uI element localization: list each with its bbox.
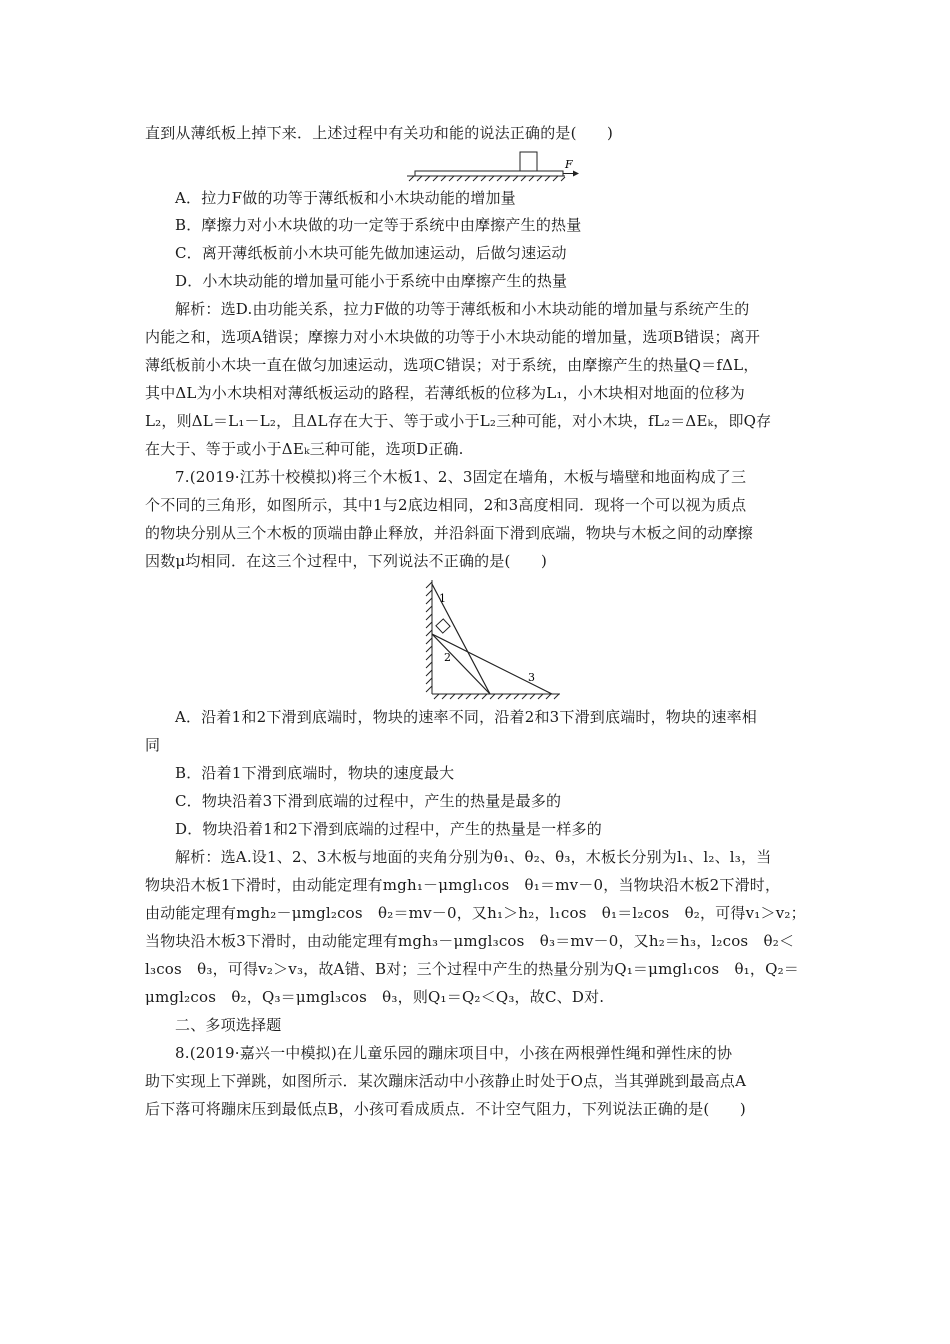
board-label-3: 3 (528, 671, 535, 684)
q7-option-a-cont: 同 (145, 736, 161, 754)
q7-option-c: C．物块沿着3下滑到底端的过程中，产生的热量是最多的 (175, 792, 562, 810)
q7-stem-line: 因数μ均相同．在这三个过程中，下列说法不正确的是( ) (145, 552, 548, 570)
floor-hatch (432, 694, 560, 699)
q7-analysis-line: 解析：选A.设1、2、3木板与地面的夹角分别为θ₁、θ₂、θ₃，木板长分别为l₁、l₂、l₃，当 (175, 848, 772, 866)
ground-hatch (407, 176, 565, 181)
q7-figure-three-boards (420, 578, 565, 700)
wood-block (520, 152, 537, 171)
board-label-1: 1 (439, 592, 446, 605)
q7-analysis-line: 由动能定理有mgh₂－μmgl₂cos θ₂＝mv－0，又h₁＞h₂，l₁cos θ₁＝l₂cos θ₂，可得v₁＞v₂； (145, 904, 806, 922)
force-arrow-head (573, 171, 579, 177)
q8-stem-line: 后下落可将蹦床压到最低点B，小孩可看成质点．不计空气阻力，下列说法正确的是( ) (145, 1100, 746, 1118)
slider-block (436, 619, 450, 633)
q6-option-d: D．小木块动能的增加量可能小于系统中由摩擦产生的热量 (175, 272, 568, 290)
board-2 (432, 634, 490, 694)
q7-analysis-line: l₃cos θ₃，可得v₂＞v₃，故A错、B对；三个过程中产生的热量分别为Q₁＝μmgl₁cos θ₁，Q₂＝ (145, 960, 799, 978)
q6-analysis-line: 在大于、等于或小于ΔEₖ三种可能，选项D正确. (145, 440, 464, 458)
force-label: F (565, 158, 573, 171)
q7-stem-line: 7.(2019·江苏十校模拟)将三个木板1、2、3固定在墙角，木板与墙壁和地面构成了三 (175, 468, 747, 486)
q6-analysis-line: 薄纸板前小木块一直在做匀加速运动，选项C错误；对于系统，由摩擦产生的热量Q＝fΔL， (145, 356, 759, 374)
q7-analysis-line: 当物块沿木板3下滑时，由动能定理有mgh₃－μmgl₃cos θ₃＝mv－0，又h₂＝h₃，l₂cos θ₂＜ (145, 932, 795, 950)
q6-analysis-line: 内能之和，选项A错误；摩擦力对小木块做的功等于小木块动能的增加量，选项B错误；离开 (145, 328, 761, 346)
q6-analysis-line: 其中ΔL为小木块相对薄纸板运动的路程，若薄纸板的位移为L₁，小木块相对地面的位移为 (145, 384, 745, 402)
q7-analysis-line: 物块沿木板1下滑时，由动能定理有mgh₁－μmgl₁cos θ₁＝mv－0，当物块沿木板2下滑时， (145, 876, 781, 894)
q7-option-b: B．沿着1下滑到底端时，物块的速度最大 (175, 764, 455, 782)
q6-analysis-line: L₂，则ΔL＝L₁－L₂，且ΔL存在大于、等于或小于L₂三种可能，对小木块，fL₂＝ΔEₖ，即Q存 (145, 412, 772, 430)
q7-stem-line: 个不同的三角形，如图所示，其中1与2底边相同，2和3高度相同．现将一个可以视为质点 (145, 496, 747, 514)
q8-stem-line: 助下实现上下弹跳，如图所示．某次蹦床活动中小孩静止时处于O点，当其弹跳到最高点A (145, 1072, 747, 1090)
paper-board (415, 171, 563, 176)
board-3 (432, 634, 552, 694)
q6-option-c: C．离开薄纸板前小木块可能先做加速运动，后做匀速运动 (175, 244, 567, 262)
wall-hatch (426, 580, 432, 694)
q6-option-a: A．拉力F做的功等于薄纸板和小木块动能的增加量 (175, 189, 516, 207)
q7-option-a: A．沿着1和2下滑到底端时，物块的速率不同，沿着2和3下滑到底端时，物块的速率相 (175, 708, 758, 726)
board-label-2: 2 (444, 651, 451, 664)
q6-figure-board-block (405, 150, 580, 182)
section-heading: 二、多项选择题 (175, 1016, 282, 1034)
q7-stem-line: 的物块分别从三个木板的顶端由静止释放，并沿斜面下滑到底端，物块与木板之间的动摩擦 (145, 524, 754, 542)
q7-option-d: D．物块沿着1和2下滑到底端的过程中，产生的热量是一样多的 (175, 820, 602, 838)
q6-stem-tail: 直到从薄纸板上掉下来．上述过程中有关功和能的说法正确的是( ) (145, 124, 614, 142)
q7-analysis-line: μmgl₂cos θ₂，Q₃＝μmgl₃cos θ₃，则Q₁＝Q₂＜Q₃，故C、D对. (145, 988, 605, 1006)
q6-analysis-line: 解析：选D.由功能关系，拉力F做的功等于薄纸板和小木块动能的增加量与系统产生的 (175, 300, 750, 318)
q6-option-b: B．摩擦力对小木块做的功一定等于系统中由摩擦产生的热量 (175, 216, 582, 234)
q8-stem-line: 8.(2019·嘉兴一中模拟)在儿童乐园的蹦床项目中，小孩在两根弹性绳和弹性床的协 (175, 1044, 733, 1062)
